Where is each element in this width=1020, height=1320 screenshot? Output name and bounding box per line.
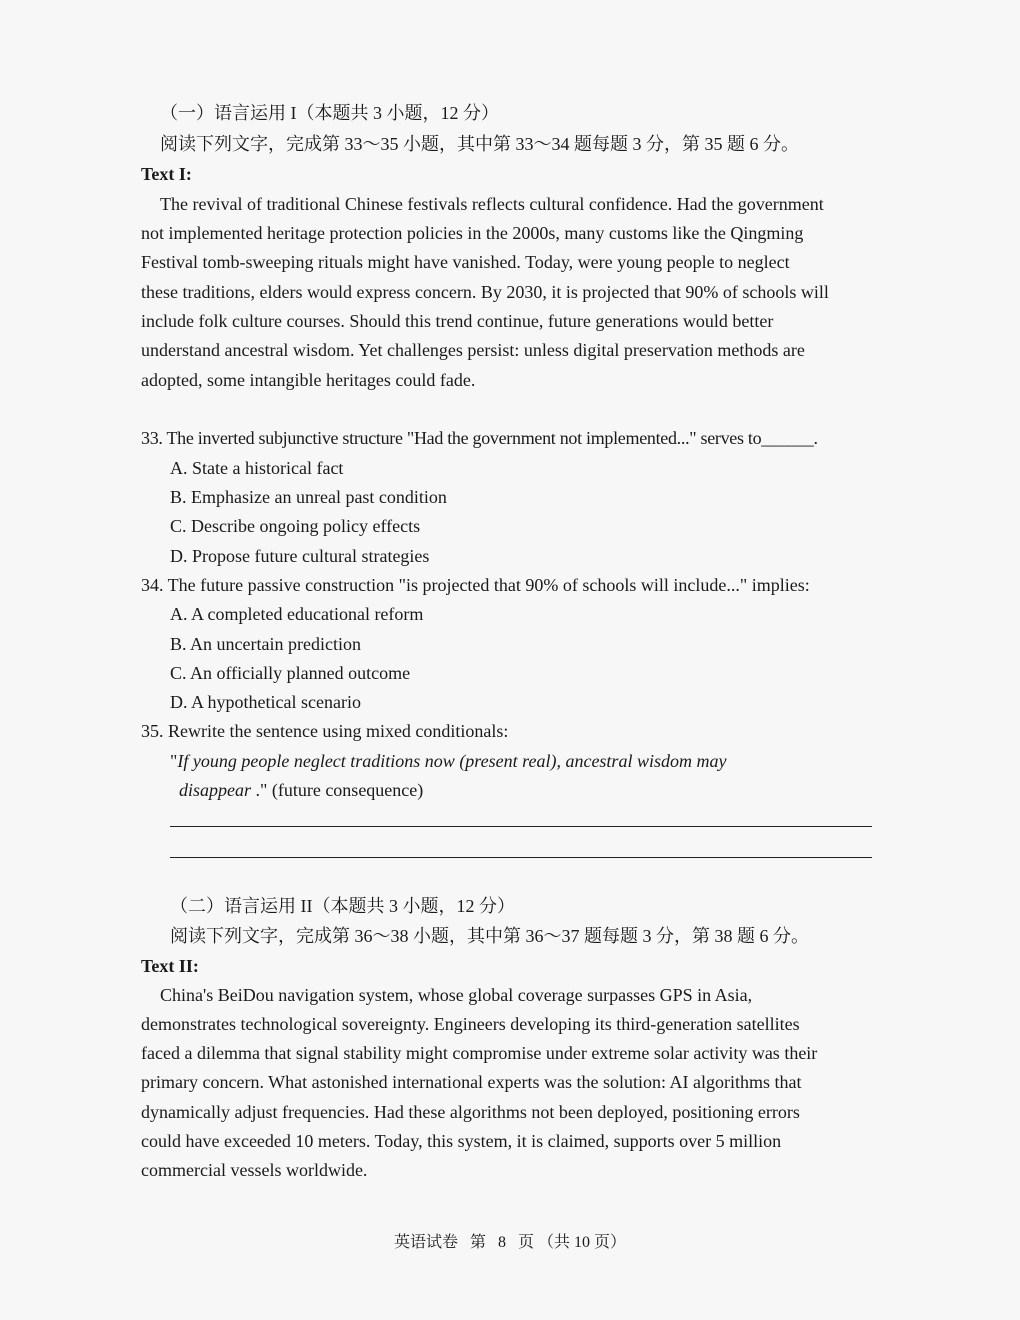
passage-1-line: The revival of traditional Chinese festivals reflects cultural confidence. Had the government: [160, 194, 824, 214]
question-34-option-a: A. A completed educational reform: [170, 604, 424, 624]
section-2-heading: （二）语言运用 II（本题共 3 小题，12 分）: [170, 896, 515, 916]
quote-text-italic: If young people neglect traditions now (present real), ancestral wisdom may: [177, 751, 727, 771]
question-33-option-d: D. Propose future cultural strategies: [170, 546, 430, 566]
section-1-instruction: 阅读下列文字，完成第 33～35 小题，其中第 33～34 题每题 3 分，第 35 题 6 分。: [160, 134, 799, 154]
passage-2-line: dynamically adjust frequencies. Had these algorithms not been deployed, positioning errors: [141, 1102, 800, 1122]
footer-total: （共 10 页）: [538, 1234, 627, 1251]
passage-2-line: China's BeiDou navigation system, whose global coverage surpasses GPS in Asia,: [160, 985, 753, 1005]
question-34-option-c: C. An officially planned outcome: [170, 663, 411, 683]
footer-page-suffix: 页: [518, 1234, 535, 1251]
footer-subject: 英语试卷: [393, 1234, 458, 1251]
answer-line-2[interactable]: [170, 857, 872, 858]
question-33-option-a: A. State a historical fact: [170, 458, 344, 478]
section-1-heading: （一）语言运用 I（本题共 3 小题，12 分）: [160, 103, 499, 123]
passage-1-line: Festival tomb-sweeping rituals might have vanished. Today, were young people to neglect: [141, 252, 790, 272]
passage-1-line: include folk culture courses. Should this trend continue, future generations would better: [141, 311, 774, 331]
question-34-stem: 34. The future passive construction "is projected that 90% of schools will include..." implies:: [141, 575, 810, 595]
section-2-instruction: 阅读下列文字，完成第 36～38 小题，其中第 36～37 题每题 3 分，第 38 题 6 分。: [170, 926, 809, 946]
question-35-stem: 35. Rewrite the sentence using mixed conditionals:: [141, 721, 509, 741]
page-footer: [0, 1232, 1020, 1254]
passage-2-line: commercial vessels worldwide.: [141, 1160, 368, 1180]
passage-1-line: these traditions, elders would express concern. By 2030, it is projected that 90% of schools will: [141, 282, 829, 302]
question-33-option-b: B. Emphasize an unreal past condition: [170, 487, 447, 507]
question-33-stem: 33. The inverted subjunctive structure "Had the government not implemented..." serves to______.: [141, 428, 818, 448]
passage-1-line: understand ancestral wisdom. Yet challenges persist: unless digital preservation methods are: [141, 340, 805, 360]
passage-2-line: could have exceeded 10 meters. Today, this system, it is claimed, supports over 5 million: [141, 1131, 782, 1151]
question-35-quote-line-1: [170, 749, 726, 773]
passage-2-line: faced a dilemma that signal stability might compromise under extreme solar activity was their: [141, 1043, 818, 1063]
passage-1-line: not implemented heritage protection policies in the 2000s, many customs like the Qingming: [141, 223, 804, 243]
quote-text-italic: disappear: [179, 780, 251, 800]
question-34-option-b: B. An uncertain prediction: [170, 634, 361, 654]
passage-1-line: adopted, some intangible heritages could fade.: [141, 370, 476, 390]
passage-2-line: demonstrates technological sovereignty. Engineers developing its third-generation satellites: [141, 1014, 800, 1034]
quote-text-rest: ." (future consequence): [251, 780, 424, 800]
passage-2-line: primary concern. What astonished international experts was the solution: AI algorithms that: [141, 1072, 802, 1092]
quote-open-mark: ": [170, 751, 178, 771]
footer-page-prefix: 第: [469, 1234, 486, 1251]
text-1-label: Text I:: [141, 164, 192, 184]
question-35-quote-line-2: [179, 778, 423, 802]
footer-page-number: 8: [498, 1234, 506, 1251]
question-33-option-c: C. Describe ongoing policy effects: [170, 516, 421, 536]
answer-line-1[interactable]: [170, 826, 872, 827]
text-2-label: Text II:: [141, 956, 199, 976]
question-34-option-d: D. A hypothetical scenario: [170, 692, 361, 712]
